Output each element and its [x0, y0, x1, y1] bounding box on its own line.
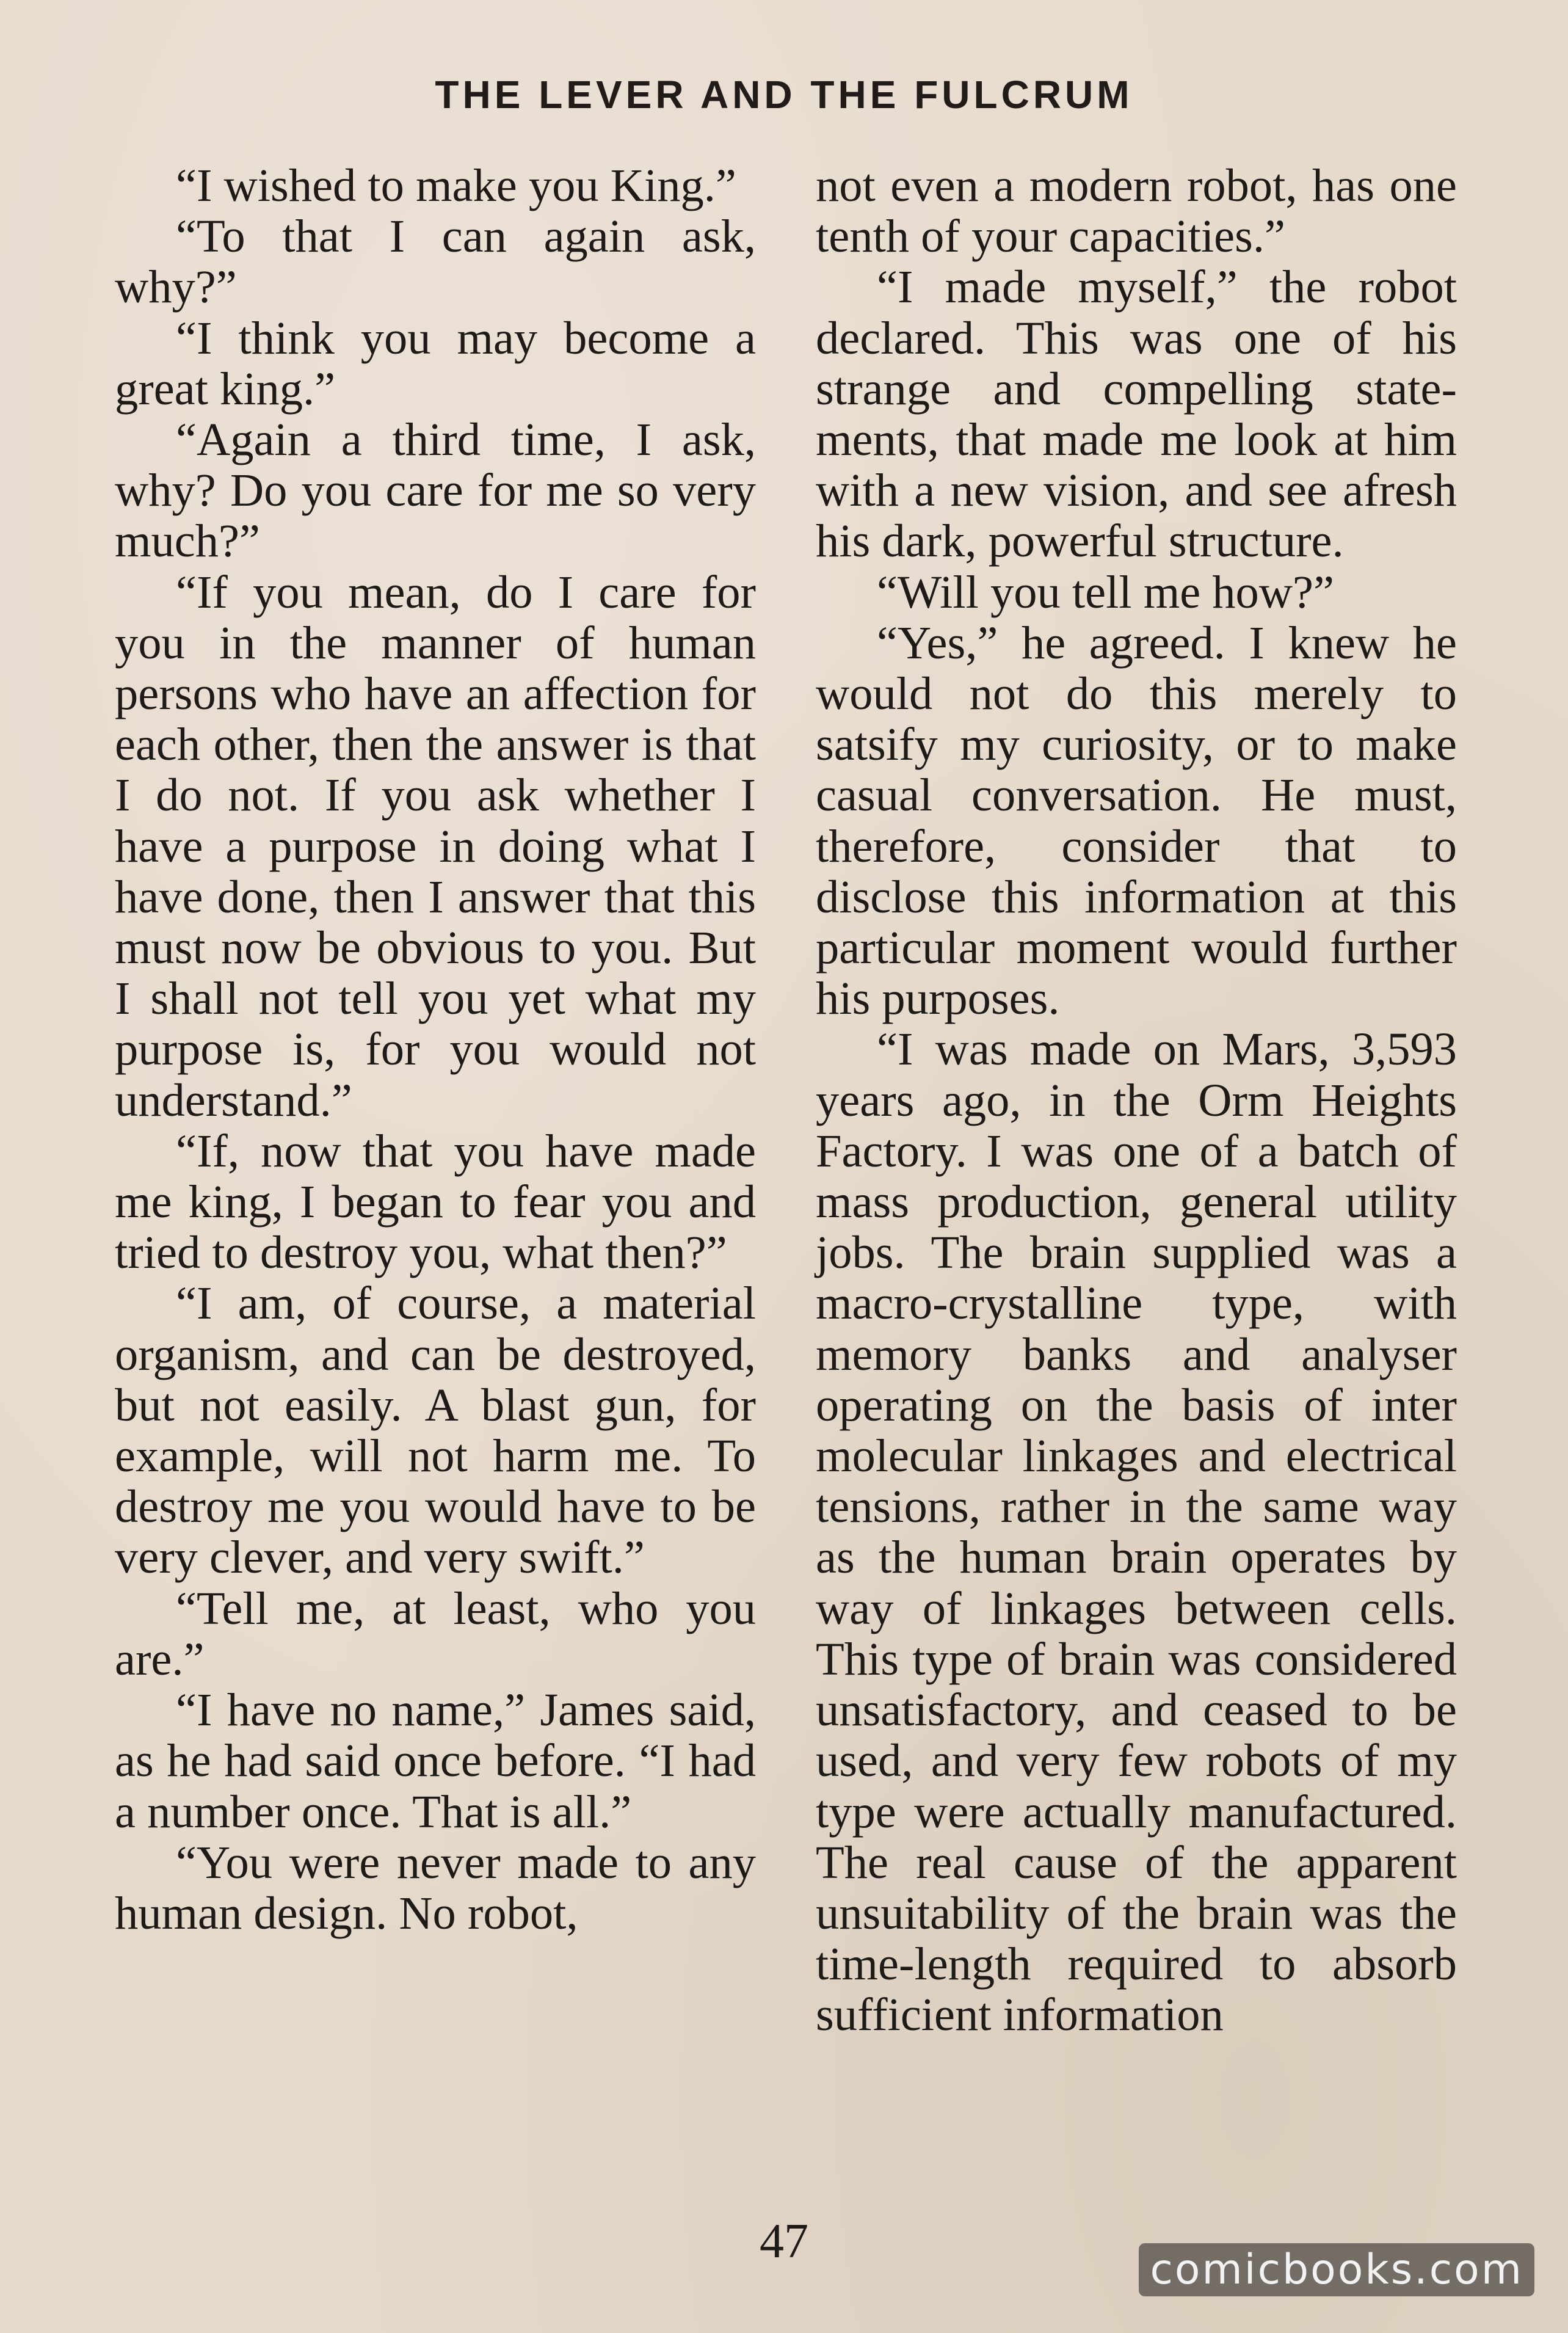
paragraph: “I wished to make you King.”: [176, 159, 736, 211]
continued-paragraph: not even a modern robot, has one tenth of your capacities.”: [816, 159, 1457, 263]
running-head: THE LEVER AND THE FULCRUM: [435, 73, 1133, 117]
paragraph: “I have no name,” James said, as he had said once before. “I had a number once. That is all.”: [115, 1684, 756, 1838]
paragraph: “Tell me, at least, who you are.”: [115, 1582, 756, 1685]
paragraph: “I think you may become a great king.”: [115, 311, 756, 415]
watermark: comicbooks.com: [1139, 2243, 1534, 2296]
paragraph: “I was made on Mars, 3,593 years ago, in the Orm Heights Factory. I was one of a batch of mass production, general utility jobs. The brain supplied was a macro-crystalline type, with memory banks and analyser operating on the basis of inter molecular linkages and electrical tensions, rather in the same way as the human brain operates by way of linkages between cells. This type of brain was considered unsatisfactory, and ceased to be used, and very few robots of my type were actually manufactured. The real cause of the apparent unsuitability of the brain was the time-length required to absorb sufficient information: [816, 1023, 1457, 2041]
paragraph: “Will you tell me how?”: [877, 566, 1334, 618]
paragraph: “Again a third time, I ask, why? Do you care for me so very much?”: [115, 413, 756, 567]
page-number: 47: [760, 2215, 808, 2268]
left-column: [115, 160, 756, 1938]
paragraph: “To that I can again ask, why?”: [115, 210, 756, 313]
paragraph: “If you mean, do I care for you in the manner of human persons who have an affection for each other, then the answer is that I do not. If you ask whether I have a purpose in doing what I have done, then I answer that this must now be obvious to you. But I shall not tell you yet what my purpose is, for you would not understand.”: [115, 566, 756, 1126]
paragraph: “I made myself,” the robot declared. This was one of his strange and compelling statements, that made me look at him with a new vision, and see afresh his dark, powerful structure.: [816, 261, 1457, 567]
paragraph: “You were never made to any human design. No robot,: [115, 1836, 756, 1939]
paragraph: “If, now that you have made me king, I began to fear you and tried to destroy you, what then?”: [115, 1124, 756, 1279]
paragraph: “I am, of course, a material organism, and can be destroyed, but not easily. A blast gun, for example, will not harm me. To destroy me you would have to be very clever, and very swift.”: [115, 1277, 756, 1584]
paragraph: “Yes,” he agreed. I knew he would not do this merely to satsify my curiosity, or to make casual conversation. He must, therefore, consider that to disclose this information at this particular moment would further his purposes.: [816, 616, 1457, 1025]
right-column: [816, 160, 1457, 2040]
